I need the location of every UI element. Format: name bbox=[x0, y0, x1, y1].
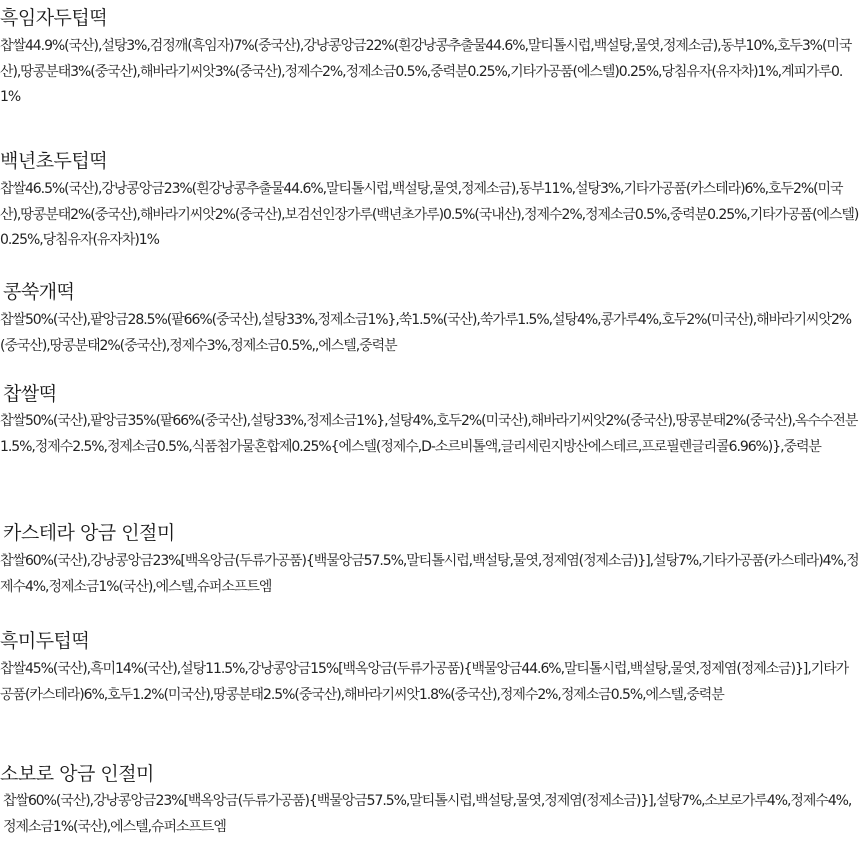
product-castella-injeolmi bbox=[0, 520, 860, 600]
product-title: 소보로 앙금 인절미 bbox=[0, 763, 154, 785]
product-heukimja bbox=[0, 5, 860, 111]
product-chapssal bbox=[0, 381, 860, 460]
ingredient-list: 찹쌀44.9%(국산),설탕3%,검정깨(흑임자)7%(중국산),강낭콩앙금22%(흰강낭콩추출물44.6%,말티톨시럽,백설탕,물엿,정제소금),동부10%,호두3%(미국산),땅콩분태3%(중국산),해바라기씨앗3%(중국산),정제수2%,정제소금0.5%,중력분0.25%,기타가공품(에스텔)0.25%,당침유자(유자차)1%,계피가루0.1% bbox=[0, 38, 852, 105]
product-title: 흑임자두텁떡 bbox=[0, 7, 108, 29]
product-heukmi bbox=[0, 628, 860, 708]
ingredient-list: 찹쌀60%(국산),강낭콩앙금23%[백옥앙금(두류가공품){백물앙금57.5%,말티톨시럽,백설탕,물엿,정제염(정제소금)}],설탕7%,기타가공품(카스테라)4%,정제수4%,정제소금1%(국산),에스텔,슈퍼소프트엠 bbox=[0, 553, 859, 595]
product-title: 흑미두텁떡 bbox=[0, 630, 90, 652]
product-soboro-injeolmi bbox=[0, 761, 860, 840]
product-baeknyeoncho bbox=[0, 148, 860, 254]
ingredient-list: 찹쌀45%(국산),흑미14%(국산),설탕11.5%,강낭콩앙금15%[백옥앙금(두류가공품){백물앙금44.6%,말티톨시럽,백설탕,물엿,정제염(정제소금)}],기타가공품(카스테라)6%,호두1.2%(미국산),땅콩분태2.5%(중국산),해바라기씨앗1.8%(중국산),정제수2%,정제소금0.5%,에스텔,중력분 bbox=[0, 661, 849, 703]
ingredient-list: 찹쌀46.5%(국산),강낭콩앙금23%(흰강낭콩추출물44.6%,말티톨시럽,백설탕,물엿,정제소금),동부11%,설탕3%,기타가공품(카스테라)6%,호두2%(미국산),땅콩분태2%(중국산),해바라기씨앗2%(중국산),보검선인장가루(백년초가루)0.5%(국내산),정제수2%,정제소금0.5%,중력분0.25%,기타가공품(에스텔)0.25%,당침유자(유자차)1% bbox=[0, 181, 859, 248]
product-title: 콩쑥개떡 bbox=[3, 281, 75, 303]
product-title: 카스테라 앙금 인절미 bbox=[3, 522, 175, 544]
ingredient-list: 찹쌀60%(국산),강낭콩앙금23%[백옥앙금(두류가공품){백물앙금57.5%,말티톨시럽,백설탕,물엿,정제염(정제소금)}],설탕7%,소보로가루4%,정제수4%,정제소금1%(국산),에스텔,슈퍼소프트엠 bbox=[3, 793, 852, 835]
product-title: 찹쌀떡 bbox=[3, 383, 57, 405]
product-title: 백년초두텁떡 bbox=[0, 150, 108, 172]
ingredient-list: 찹쌀50%(국산),팥앙금28.5%(팥66%(중국산),설탕33%,정제소금1%},쑥1.5%(국산),쑥가루1.5%,설탕4%,콩가루4%,호두2%(미국산),해바라기씨앗2%(중국산),땅콩분태2%(중국산),정제수3%,정제소금0.5%,,에스텔,중력분 bbox=[0, 312, 852, 354]
ingredient-list: 찹쌀50%(국산),팥앙금35%(팥66%(중국산),설탕33%,정제소금1%},설탕4%,호두2%(미국산),해바라기씨앗2%(중국산),땅콩분태2%(중국산),옥수수전분1.5%,정제수2.5%,정제소금0.5%,식품첨가물혼합제0.25%{에스텔(정제수,D-소르비톨액,글리세린지방산에스테르,프로필렌글리콜6.96%)},중력분 bbox=[0, 413, 858, 455]
product-kongssuk bbox=[0, 279, 860, 359]
